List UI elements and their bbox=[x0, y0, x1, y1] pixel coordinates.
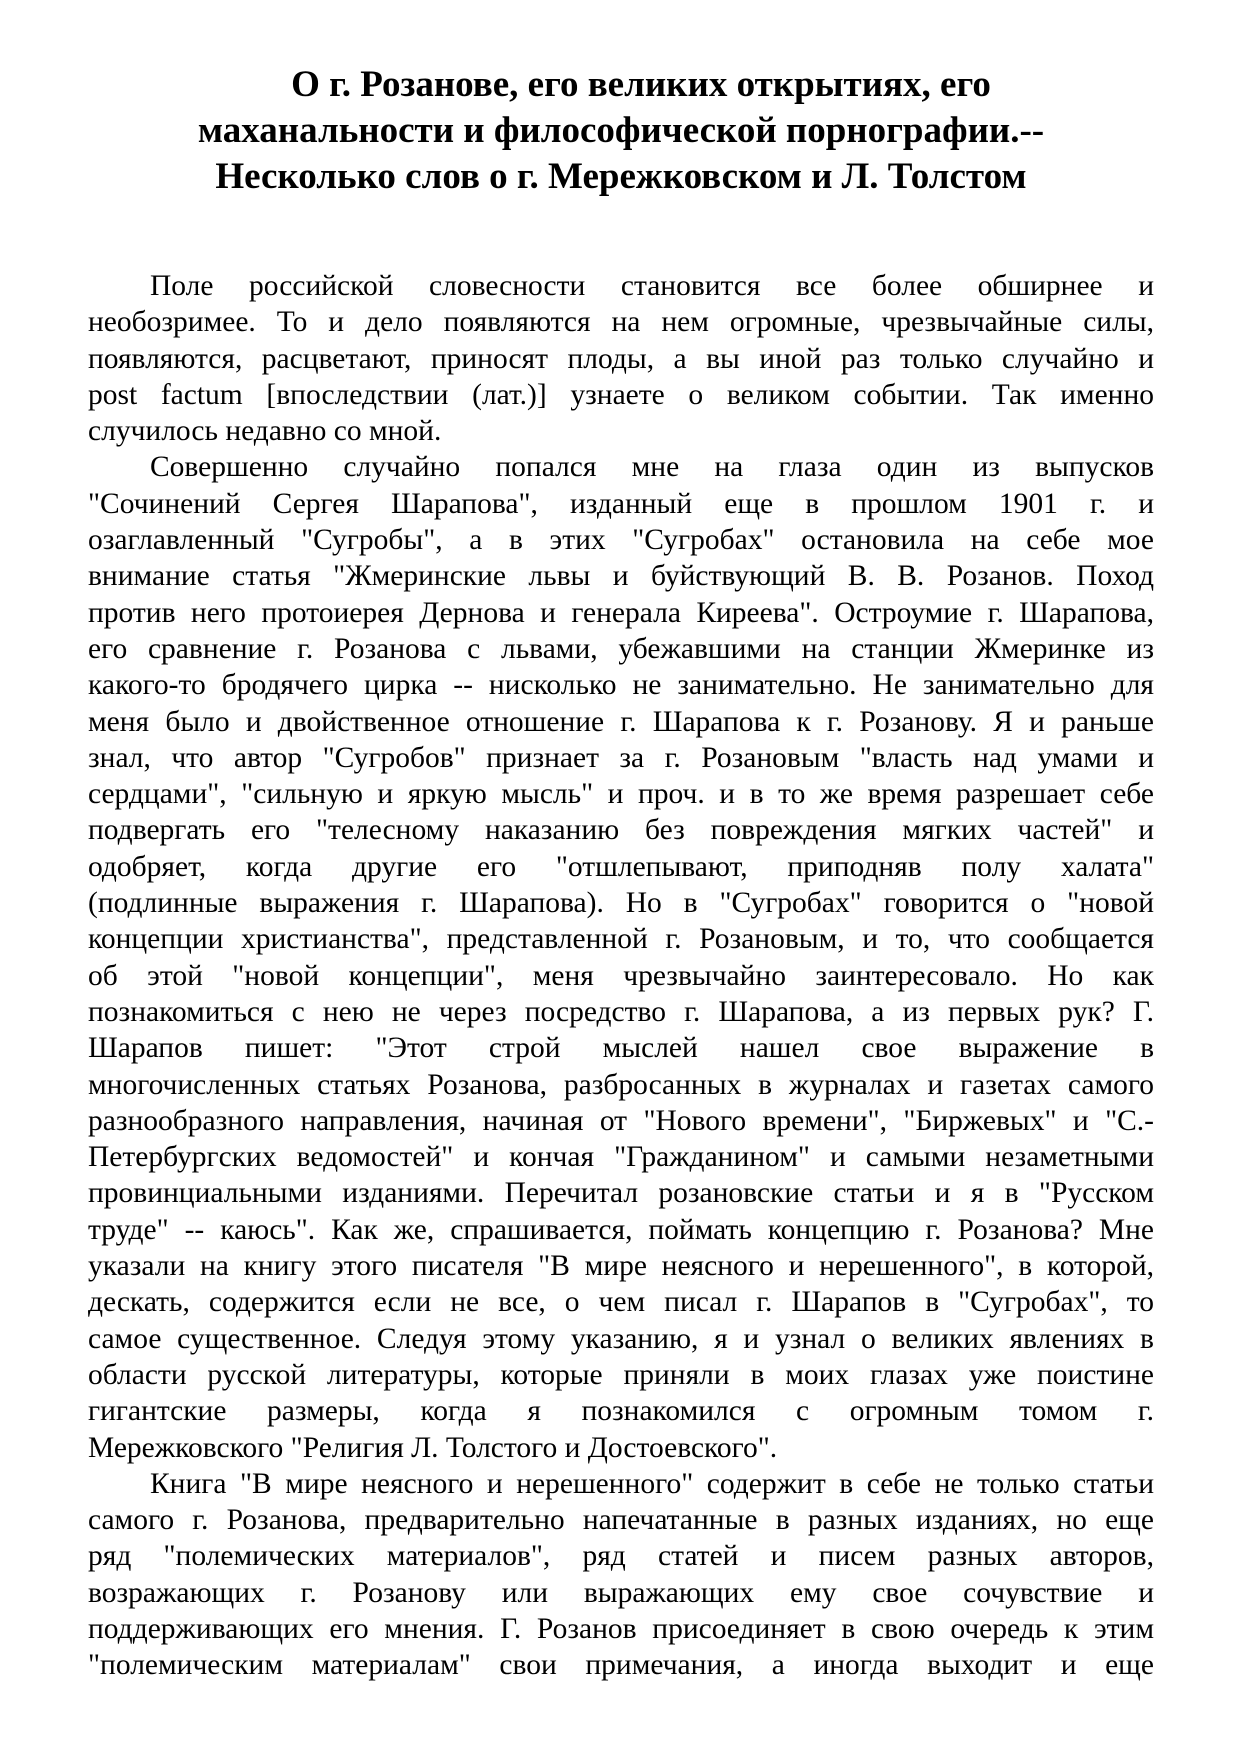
document-body bbox=[88, 268, 1154, 1684]
paragraph-line: разнообразного направления, начиная от "Нового времени", "Биржевых" и "С.- bbox=[88, 1104, 1154, 1137]
paragraph-line: меня было и двойственное отношение г. Шарапова к г. Розанову. Я и раньше bbox=[88, 705, 1154, 738]
paragraph-line: самого г. Розанова, предварительно напечатанные в разных изданиях, но еще bbox=[88, 1504, 1154, 1537]
paragraph-line: его сравнение г. Розанова с львами, убежавшими на станции Жмеринке из bbox=[88, 632, 1154, 665]
paragraph-line: подвергать его "телесному наказанию без повреждения мягких частей" и bbox=[88, 814, 1154, 847]
paragraph-line: поддерживающих его мнения. Г. Розанов присоединяет в свою очередь к этим bbox=[88, 1612, 1154, 1645]
paragraph-line: "Сочинений Сергея Шарапова", изданный еще в прошлом 1901 г. и bbox=[88, 487, 1154, 520]
paragraph-line: какого-то бродячего цирка -- нисколько не занимательно. Не занимательно для bbox=[88, 669, 1154, 702]
paragraph-line: против него протоиерея Дернова и генерала Киреева". Остроумие г. Шарапова, bbox=[88, 596, 1154, 629]
paragraph-line: post factum [впоследствии (лат.)] узнаете о великом событии. Так именно bbox=[88, 378, 1154, 411]
paragraph bbox=[88, 268, 1154, 449]
paragraph-line: "полемическим материалам" свои примечания, а иногда выходит и еще bbox=[88, 1649, 1154, 1682]
paragraph-line: одобряет, когда другие его "отшлепывают, приподняв полу халата" bbox=[88, 850, 1154, 883]
paragraph-line: знал, что автор "Сугробов" признает за г. Розановым "власть над умами и bbox=[88, 741, 1154, 774]
title-line: маханальности и философической порнографии.-- bbox=[197, 110, 1045, 151]
paragraph bbox=[88, 1466, 1154, 1684]
paragraph-line: Петербургских ведомостей" и кончая "Гражданином" и самыми незаметными bbox=[88, 1141, 1154, 1174]
document-title bbox=[88, 62, 1154, 200]
document-page bbox=[88, 62, 1154, 1684]
paragraph-line: внимание статья "Жмеринские львы и буйствующий В. В. Розанов. Поход bbox=[88, 560, 1154, 593]
paragraph-line: самое существенное. Следуя этому указанию, я и узнал о великих явлениях в bbox=[88, 1322, 1154, 1355]
paragraph-line: озаглавленный "Сугробы", а в этих "Сугробах" остановила на себе мое bbox=[88, 524, 1154, 557]
paragraph-line: появляются, расцветают, приносят плоды, а вы иной раз только случайно и bbox=[88, 342, 1154, 375]
paragraph-line: Шарапов пишет: "Этот строй мыслей нашел свое выражение в bbox=[88, 1032, 1154, 1065]
paragraph-line: области русской литературы, которые приняли в моих глазах уже поистине bbox=[88, 1358, 1154, 1391]
title-line: О г. Розанове, его великих открытиях, его bbox=[291, 64, 991, 105]
paragraph-line: Мережковского "Религия Л. Толстого и Достоевского". bbox=[88, 1431, 778, 1464]
paragraph-line: Совершенно случайно попался мне на глаза один из выпусков bbox=[150, 451, 1154, 484]
paragraph-line: гигантские размеры, когда я познакомился с огромным томом г. bbox=[88, 1395, 1154, 1428]
paragraph-line: сердцами", "сильную и яркую мысль" и проч. и в то же время разрешает себе bbox=[88, 778, 1154, 811]
paragraph-line: труде" -- каюсь". Как же, спрашивается, поймать концепцию г. Розанова? Мне bbox=[88, 1213, 1154, 1246]
paragraph-line: провинциальными изданиями. Перечитал розановские статьи и я в "Русском bbox=[88, 1177, 1154, 1210]
paragraph-line: возражающих г. Розанову или выражающих ему свое сочувствие и bbox=[88, 1576, 1154, 1609]
paragraph bbox=[88, 449, 1154, 1465]
paragraph-line: дескать, содержится если не все, о чем писал г. Шарапов в "Сугробах", то bbox=[88, 1286, 1154, 1319]
paragraph-line: случилось недавно со мной. bbox=[88, 415, 442, 448]
paragraph-line: необозримее. То и дело появляются на нем огромные, чрезвычайные силы, bbox=[88, 306, 1154, 339]
title-line: Несколько слов о г. Мережковском и Л. Толстом bbox=[215, 156, 1027, 197]
paragraph-line: познакомиться с нею не через посредство г. Шарапова, а из первых рук? Г. bbox=[88, 995, 1154, 1028]
paragraph-line: указали на книгу этого писателя "В мире неясного и нерешенного", в которой, bbox=[88, 1250, 1154, 1283]
paragraph-line: ряд "полемических материалов", ряд статей и писем разных авторов, bbox=[88, 1540, 1154, 1573]
paragraph-line: многочисленных статьях Розанова, разбросанных в журналах и газетах самого bbox=[88, 1068, 1154, 1101]
paragraph-line: (подлинные выражения г. Шарапова). Но в "Сугробах" говорится о "новой bbox=[88, 887, 1154, 920]
paragraph-line: об этой "новой концепции", меня чрезвычайно заинтересовало. Но как bbox=[88, 959, 1154, 992]
paragraph-line: Книга "В мире неясного и нерешенного" содержит в себе не только статьи bbox=[150, 1467, 1154, 1500]
paragraph-line: концепции христианства", представленной г. Розановым, и то, что сообщается bbox=[88, 923, 1154, 956]
paragraph-line: Поле российской словесности становится все более обширнее и bbox=[150, 270, 1154, 302]
